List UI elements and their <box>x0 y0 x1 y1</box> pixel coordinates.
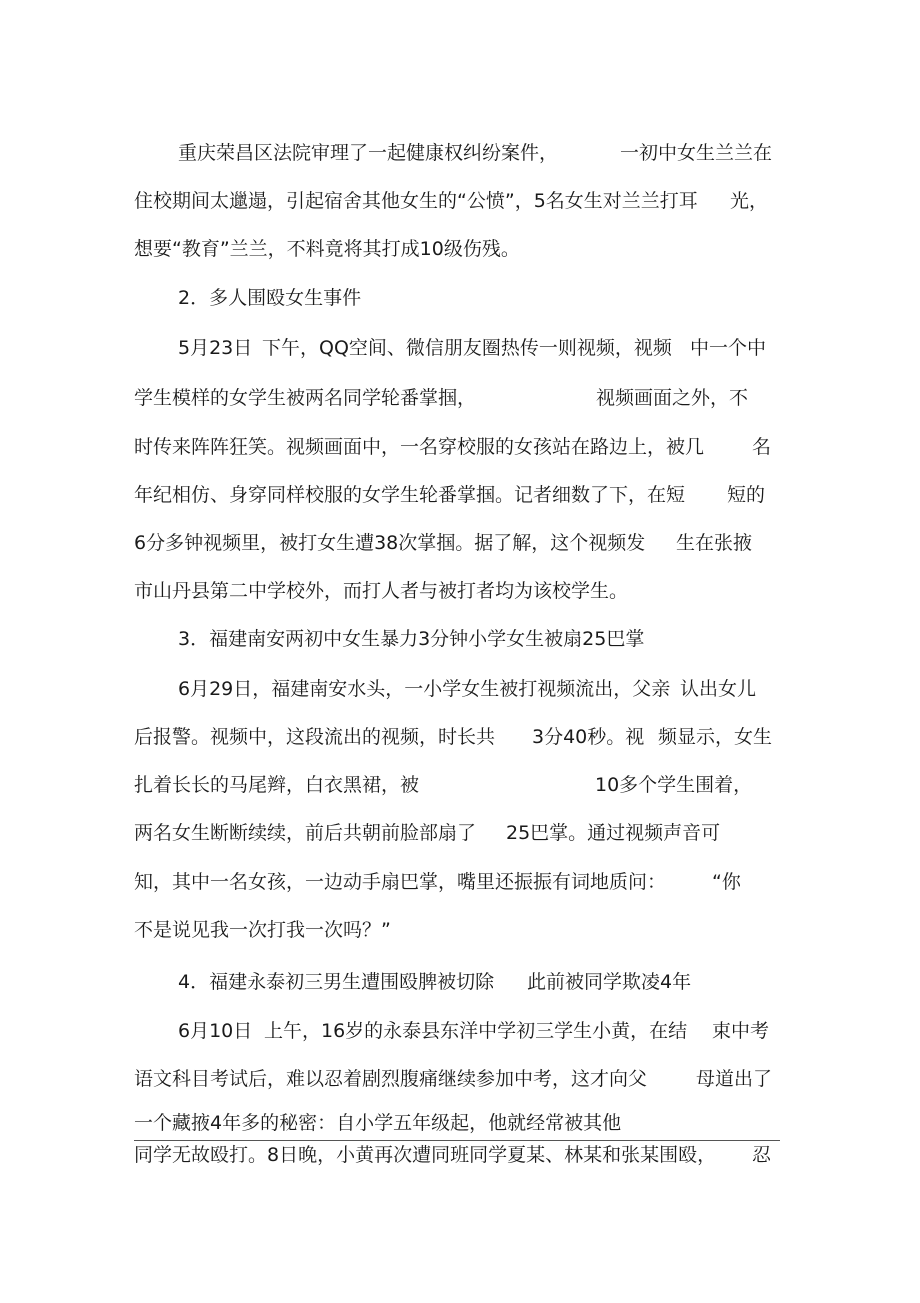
heading-text: 此前被同学欺凌4年 <box>527 971 692 993</box>
paragraph-line <box>0 234 920 264</box>
text-segment: 重庆荣昌区法院审理了一起健康权纠纷案件， <box>178 142 559 164</box>
paragraph-line <box>0 528 920 558</box>
text-segment: “你 <box>712 871 741 893</box>
paragraph-line <box>0 576 920 606</box>
text-segment: 6月29日，福建南安水头，一小学女生被打视频流出，父亲 <box>178 678 671 700</box>
heading-text: 4．福建永泰初三男生遭围殴脾被切除 <box>178 971 495 993</box>
section-heading <box>0 283 920 313</box>
text-segment: 后报警。视频中，这段流出的视频，时长共 <box>134 726 496 748</box>
text-segment: 同学无故殴打。8日晚，小黄再次遭同班同学夏某、林某和张某围殴， <box>134 1144 717 1166</box>
paragraph-line <box>0 432 920 462</box>
text-segment: 光， <box>730 190 769 212</box>
text-segment: 时传来阵阵狂笑。视频画面中，一名穿校服的女孩站在路边上，被几 <box>134 436 705 458</box>
text-segment: 住校期间太邋遢，引起宿舍其他女生的“公愤”，5名女生对兰兰打耳 <box>134 190 698 212</box>
text-segment: 5月23日 <box>178 337 253 359</box>
text-segment: 中一个中 <box>690 337 767 359</box>
text-segment: 想要“教育”兰兰，不料竟将其打成10级伤残。 <box>134 238 520 260</box>
text-segment: 名 <box>752 436 772 458</box>
text-segment: 束中考 <box>712 1020 770 1042</box>
text-segment: 下午，QQ空间、微信朋友圈热传一则视频，视频 <box>262 337 672 359</box>
text-segment: 两名女生断断续续，前后共朝前脸部扇了 <box>134 822 477 844</box>
text-segment: 知，其中一名女孩，一边动手扇巴掌，嘴里还振振有词地质问： <box>134 871 667 893</box>
text-segment: 10多个学生围着， <box>595 774 753 796</box>
text-segment: 扎着长长的马尾辫，白衣黑裙，被 <box>134 774 420 796</box>
text-segment: 25巴掌。通过视频声音可 <box>506 822 721 844</box>
text-segment: 短的 <box>727 484 766 506</box>
text-segment: 生在张掖 <box>676 532 753 554</box>
paragraph-line <box>0 722 920 752</box>
paragraph-line <box>0 383 920 413</box>
section-heading <box>0 967 920 997</box>
paragraph-line <box>0 333 920 363</box>
text-segment: 年纪相仿、身穿同样校服的女学生轮番掌掴。记者细数了下，在短 <box>134 484 686 506</box>
paragraph-line <box>0 1140 920 1170</box>
paragraph-line <box>0 770 920 800</box>
paragraph-line <box>0 1016 920 1046</box>
paragraph-line <box>0 1064 920 1094</box>
paragraph-line <box>0 138 920 168</box>
text-segment: 语文科目考试后，难以忍着剧烈腹痛继续参加中考，这才向父 <box>134 1068 648 1090</box>
text-segment: 母道出了 <box>696 1068 773 1090</box>
text-segment: 3分40秒。视 <box>532 726 645 748</box>
text-segment: 频显示，女生 <box>658 726 773 748</box>
text-segment: 6分多钟视频里，被打女生遭38次掌掴。据了解，这个视频发 <box>134 532 646 554</box>
paragraph-line <box>0 186 920 216</box>
text-segment: 忍 <box>752 1144 772 1166</box>
text-segment: 上午，16岁的永泰县东洋中学初三学生小黄，在结 <box>264 1020 688 1042</box>
text-segment: 不是说见我一次打我一次吗？” <box>134 919 391 941</box>
heading-text: 3．福建南安两初中女生暴力3分钟小学女生被扇25巴掌 <box>178 628 645 650</box>
paragraph-line <box>0 915 920 945</box>
text-segment: 认出女儿 <box>680 678 757 700</box>
section-heading <box>0 624 920 654</box>
paragraph-line <box>0 1108 920 1138</box>
paragraph-line <box>0 818 920 848</box>
text-segment: 市山丹县第二中学校外，而打人者与被打者均为该校学生。 <box>134 580 629 602</box>
text-segment: 学生模样的女学生被两名同学轮番掌掴， <box>134 387 477 409</box>
text-segment: 视频画面之外，不 <box>596 387 749 409</box>
heading-text: 2．多人围殴女生事件 <box>178 287 362 309</box>
paragraph-line <box>0 674 920 704</box>
paragraph-line <box>0 480 920 510</box>
text-segment: 6月10日 <box>178 1020 253 1042</box>
text-segment: 一初中女生兰兰在 <box>620 142 773 164</box>
text-segment: 一个藏掖4年多的秘密：自小学五年级起，他就经常被其他 <box>134 1112 622 1134</box>
paragraph-line <box>0 867 920 897</box>
